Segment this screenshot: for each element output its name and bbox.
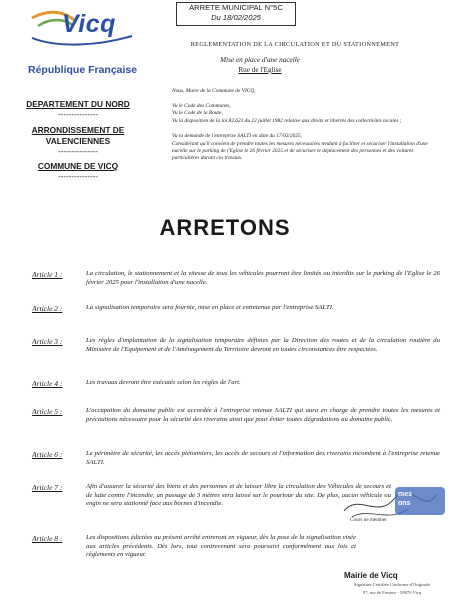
signature-title: Mairie de Vicq (344, 571, 398, 580)
article-5-text: L'occupation du domaine public est accordée à l'entreprise retenue SALTI qui aura en charge de prendre toutes les mesures et précautions nécessaire pour la sécurité des riverains ainsi que pour éviter toutes dégradations au domaine public. (86, 407, 440, 423)
article-1-text: La circulation, le stationnement et la vitesse de tous les véhicules pourront être limités ou interdits sur le parking de l'Eglise le 26 février 2025 pour l'installation d'une nacelle. (86, 270, 440, 286)
article-7-label: Article 7 : (32, 483, 63, 492)
vu-line: Vu la demande de l'entreprise SALTI en date du 17/02/2025, (172, 133, 303, 139)
arrete-date: Du 18/02/2025 (211, 13, 261, 22)
reglementation-heading: REGLEMENTATION DE LA CIRCULATION ET DU STATIONNEMENT (190, 41, 400, 48)
considerant-paragraph: Considérant qu'il convient de prendre toutes les mesures nécessaires tendant à faciliter et sécuriser l'installation d'une nacelle sur le parking de l'Eglise le 26 février 2025 et de sécuriser le déplacement des personnes et des voitures particulières durant ces travaux. (172, 141, 428, 161)
arrete-header-box (176, 2, 296, 26)
department-label: DEPARTEMENT DU NORD (26, 99, 130, 109)
vu-line: Vu le Code de la Route, (172, 110, 223, 116)
article-3-label: Article 3 : (32, 337, 63, 346)
stamp-note: Cours ne member (350, 517, 387, 523)
signature-address: 97, rue de Fresnes - 59970 Vicq (362, 590, 422, 595)
subject-line: Mise en place d'une nacelle (220, 56, 300, 64)
article-4-text: Les travaux devront être exécutés selon les règles de l'art. (86, 379, 241, 386)
article-7-text: Afin d'assurer la sécurité des biens et des personnes et de laisser libre la circulation des Véhicules de secours et de lutte contre l'incendie, un passage de 3 mètres sera laissé sur le pourtour du site. De plus, aucun véhicule ou engin ne sera stationné face aux bornes d'incendie. (86, 483, 391, 508)
separator-dashes: --------------- (58, 110, 98, 119)
article-5-label: Article 5 : (32, 407, 63, 416)
article-2-text: La signalisation temporaire sera fournie, mise en place et entretenue par l'entreprise SALTI. (86, 304, 334, 311)
street-line: Rue de l'Eglise (238, 66, 282, 74)
separator-dashes: --------------- (58, 147, 98, 156)
article-3-text: Les règles d'implantation de la signalisation temporaire définies par la Direction des routes et de la circulation routière du Ministère de l'Equipement et de l'Aménagement du Territoire devront en toutes circonstances être respectées. (86, 337, 440, 353)
article-2-label: Article 2 : (32, 304, 63, 313)
vu-line: Vu le Code des Communes, (172, 103, 231, 109)
article-8-text: Les dispositions édictées au présent arrêté entreront en vigueur, dès la pose de la signalisation visée aux articles précédents. Dès lors, tout contrevenant sera poursuivi conformément aux lois et règlements en vigueur. (86, 534, 356, 559)
signature-certified: Signature Certifiée Conforme d'Originale (353, 582, 431, 587)
article-8-label: Article 8 : (32, 534, 63, 543)
arrondissement-label-line2: VALENCIENNES (45, 136, 111, 146)
arretons-title: ARRETONS (159, 215, 291, 240)
arrete-number: ARRETE MUNICIPAL N°5C (189, 3, 283, 12)
article-4-label: Article 4 : (32, 379, 63, 388)
article-1-label: Article 1 : (32, 270, 63, 279)
vu-line: Nous, Maire de la Commune de VICQ, (172, 88, 256, 94)
vicq-logo-text: Vicq (62, 10, 116, 38)
separator-dashes: --------------- (58, 172, 98, 181)
republique-francaise: République Française (28, 64, 138, 76)
article-6-label: Article 6 : (32, 450, 63, 459)
watermark-text: mes ons (398, 491, 413, 507)
article-6-text: Le périmètre de sécurité, les accès piétonniers, les accès de secours et l'information des riverains incombent à l'entreprise retenue SALTI. (86, 450, 440, 466)
vu-line: Vu la disposition de la loi 82.623 du 22 juillet 1982 relative aux droits et libertés des collectivités locales ; (172, 118, 402, 124)
arrondissement-label-line1: ARRONDISSEMENT DE (31, 125, 125, 135)
commune-label: COMMUNE DE VICQ (37, 161, 119, 171)
